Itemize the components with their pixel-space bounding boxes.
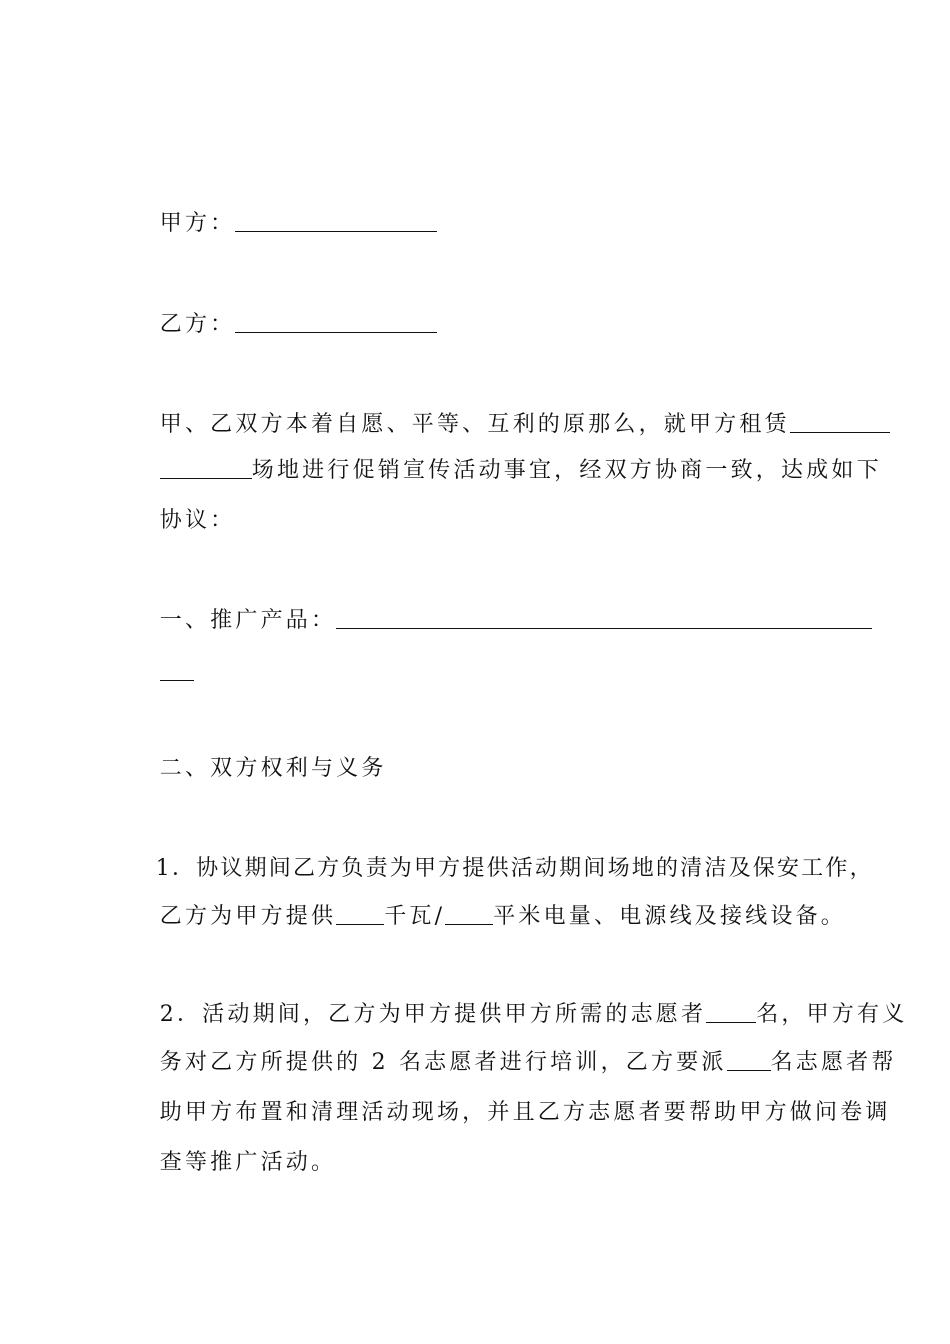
party-b-blank [235,308,437,333]
clause-2-line-1-prefix: 2．活动期间，乙方为甲方提供甲方所需的志愿者 [159,1002,707,1027]
clause-1-line-2-prefix: 乙方为甲方提供 [159,904,337,929]
clause-2-line-2-prefix: 务对乙方所提供的 2 名志愿者进行培训，乙方要派 [159,1050,727,1075]
area-blank [445,900,493,925]
party-a-label: 甲方： [159,211,236,236]
clause-2-line-4-text: 查等推广活动。 [159,1150,337,1175]
clause-1-line-2-suffix: 平米电量、电源线及接线设备。 [493,904,847,929]
clause-2-line-2-suffix: 名志愿者帮 [770,1050,897,1075]
clause-2-line-3-text: 助甲方布置和清理活动现场，并且乙方志愿者要帮助甲方做问卷调 [159,1100,891,1125]
intro-line-2-text: 场地进行促销宣传活动事宜，经双方协商一致，达成如下 [251,458,882,483]
intro-line-3-text: 协议： [159,508,236,533]
clause-2-line-1-suffix: 名，甲方有义 [756,1002,908,1027]
power-blank [336,900,384,925]
party-b-label: 乙方： [159,312,236,337]
party-a-blank [235,207,437,232]
intro-line-1-text: 甲、乙双方本着自愿、平等、互利的原那么，就甲方租赁 [159,412,790,437]
section-2-title: 二、双方权利与义务 [159,756,387,781]
clause-2-line-4 [119,1094,831,1232]
clause-1-line-1-text: 1．协议期间乙方负责为甲方提供活动期间场地的清洁及保安工作， [155,856,874,881]
section-1-label: 一、推广产品： [159,608,337,633]
product-blank-2 [160,656,194,681]
clause-1-line-2-mid: 千瓦/ [384,904,446,929]
